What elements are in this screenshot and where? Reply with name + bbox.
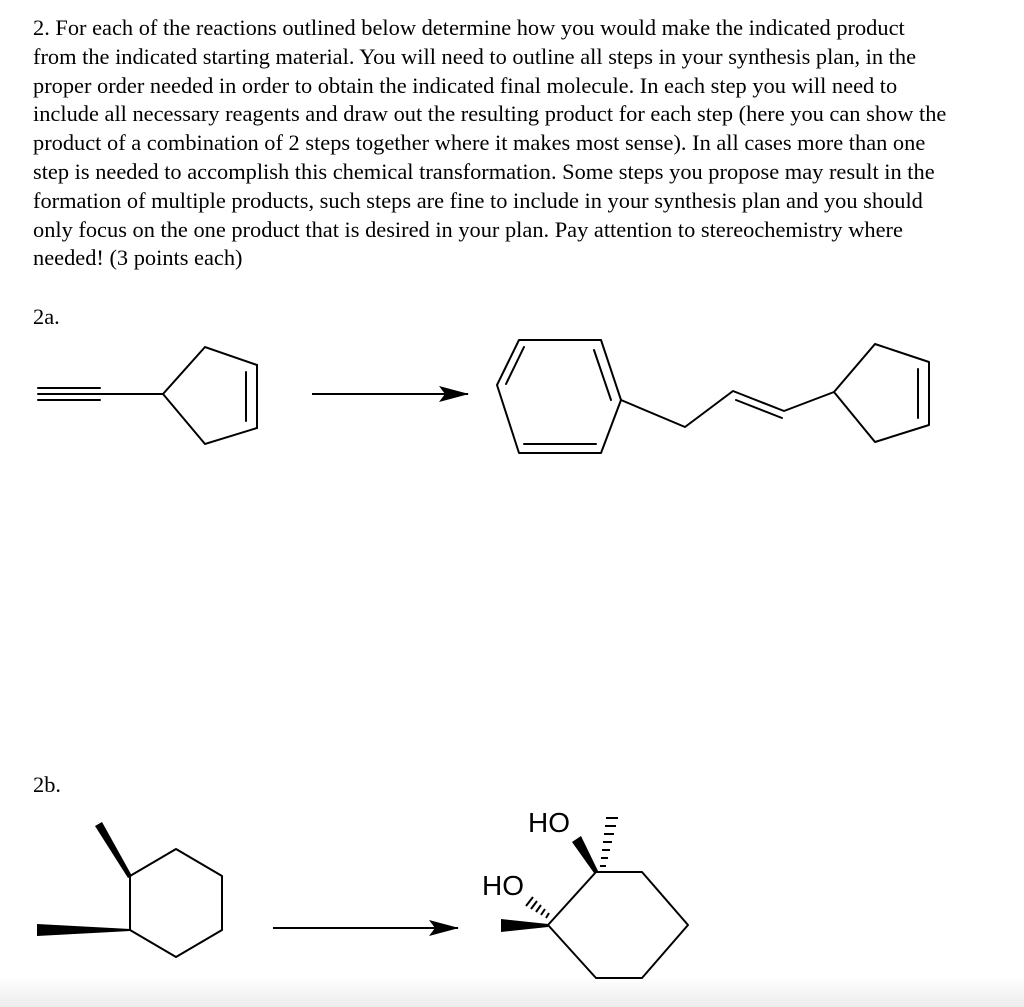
part-2a-label: 2a. [33, 304, 60, 329]
2a-starting-material [38, 347, 257, 444]
question-text: 2. For each of the reactions outlined below determine how you would make the indicated product from the indicated starting material. You will need to outline all steps in your synthesis plan, in the proper order needed in order to obtain the indicated final molecule. In each step you will need to include all necessary reagents and draw out the resulting product for each step (here you can show the product of a combination of 2 steps together where it makes most sense). In all cases more than one step is needed to accomplish this chemical transformation. Some steps you propose may result in the formation of multiple products, such steps are fine to include in your synthesis plan and you should only focus on the one product that is desired in your plan. Pay attention to stereochemistry where needed! (3 points each) [33, 15, 947, 271]
2b-hydroxyl-left-label: HO [482, 870, 524, 901]
2b-product [482, 807, 688, 978]
2b-starting-material [37, 822, 222, 957]
page-bottom-shade [0, 978, 1024, 1007]
2a-product [497, 340, 929, 453]
2b-hydroxyl-top-label: HO [528, 807, 570, 838]
part-2b-label: 2b. [33, 772, 61, 797]
